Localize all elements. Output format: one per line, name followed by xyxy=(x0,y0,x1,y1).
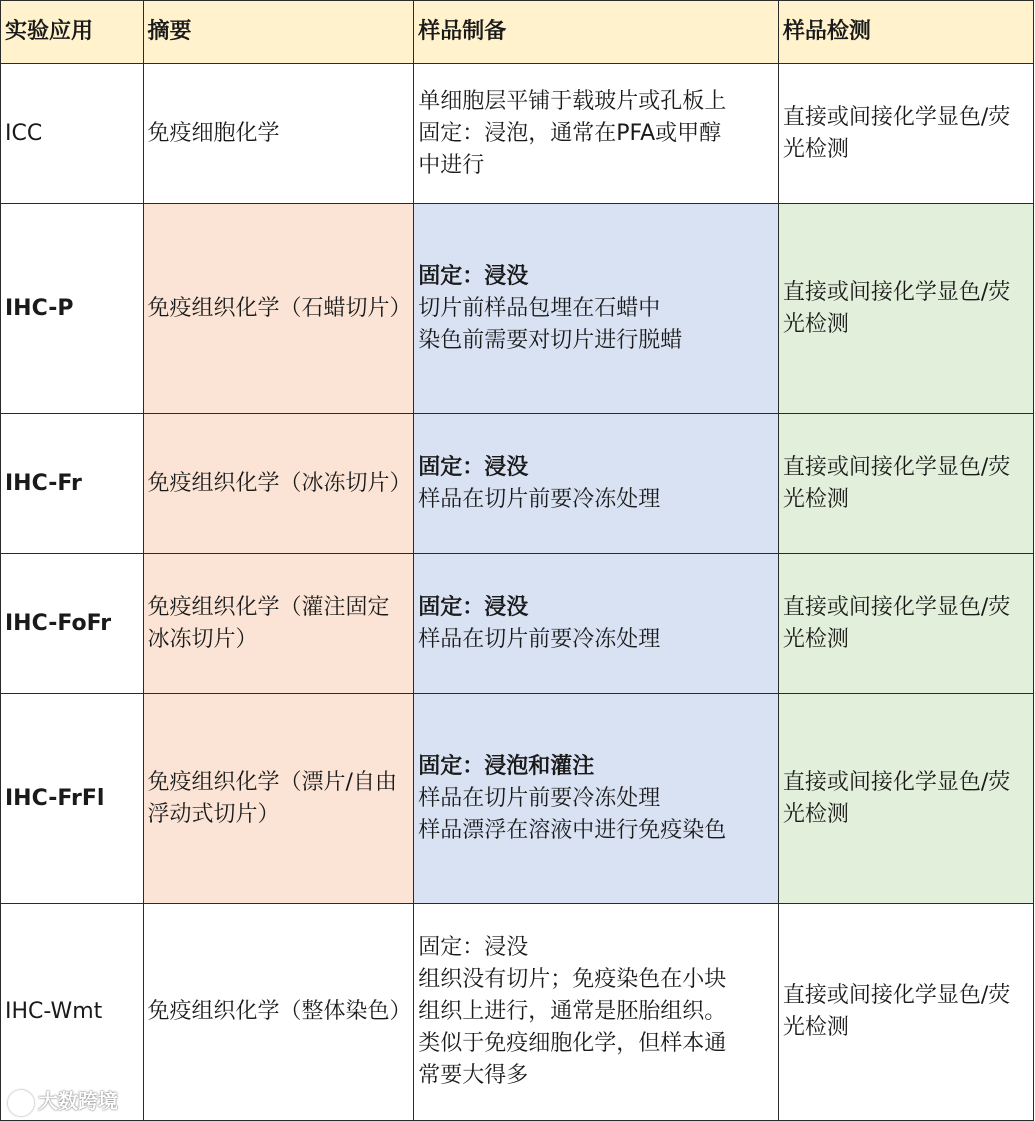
prep-fixation: 固定：浸没 xyxy=(418,594,529,620)
prep-line: 染色前需要对切片进行脱蜡 xyxy=(418,327,683,353)
cell-summary: 免疫组织化学（整体染色） xyxy=(143,904,414,1121)
cell-sample-prep xyxy=(414,414,779,554)
table-row xyxy=(1,204,1034,414)
cell-application: ICC xyxy=(1,64,144,204)
cell-sample-prep xyxy=(414,904,779,1121)
header-summary: 摘要 xyxy=(143,1,414,64)
cell-application: IHC-P xyxy=(1,204,144,414)
prep-line: 样品在切片前要冷冻处理 xyxy=(418,486,661,512)
cell-detection: 直接或间接化学显色/荧光检测 xyxy=(778,694,1033,904)
cell-sample-prep xyxy=(414,64,779,204)
prep-line: 切片前样品包埋在石蜡中 xyxy=(418,295,661,321)
prep-line: 组织没有切片；免疫染色在小块 xyxy=(418,967,727,992)
watermark xyxy=(8,1086,138,1116)
prep-line: 常要大得多 xyxy=(418,1063,529,1088)
header-application: 实验应用 xyxy=(1,1,144,64)
cell-detection: 直接或间接化学显色/荧光检测 xyxy=(778,414,1033,554)
cell-application: IHC-Fr xyxy=(1,414,144,554)
cell-application: IHC-FrFl xyxy=(1,694,144,904)
prep-line: 类似于免疫细胞化学，但样本通 xyxy=(418,1031,727,1056)
table-row xyxy=(1,904,1034,1121)
prep-fixation: 固定：浸泡和灌注 xyxy=(418,753,595,779)
prep-line: 样品漂浮在溶液中进行免疫染色 xyxy=(418,817,727,843)
header-sample-prep: 样品制备 xyxy=(414,1,779,64)
cell-detection: 直接或间接化学显色/荧光检测 xyxy=(778,204,1033,414)
watermark-text: 大数跨境 xyxy=(38,1089,118,1113)
cell-application: IHC-FoFr xyxy=(1,554,144,694)
cell-detection: 直接或间接化学显色/荧光检测 xyxy=(778,904,1033,1121)
prep-line: 样品在切片前要冷冻处理 xyxy=(418,785,661,811)
table-row xyxy=(1,414,1034,554)
cell-summary: 免疫组织化学（漂片/自由浮动式切片） xyxy=(143,694,414,904)
prep-line: 固定：浸泡，通常在PFA或甲醇 xyxy=(418,120,722,146)
prep-line: 中进行 xyxy=(418,152,485,178)
cell-sample-prep xyxy=(414,554,779,694)
cell-summary: 免疫细胞化学 xyxy=(143,64,414,204)
cell-sample-prep xyxy=(414,694,779,904)
table-row xyxy=(1,64,1034,204)
watermark-logo-icon xyxy=(8,1090,34,1116)
header-row xyxy=(1,1,1034,64)
table-row xyxy=(1,694,1034,904)
cell-summary: 免疫组织化学（石蜡切片） xyxy=(143,204,414,414)
header-sample-detection: 样品检测 xyxy=(778,1,1033,64)
cell-summary: 免疫组织化学（灌注固定冰冻切片） xyxy=(143,554,414,694)
cell-detection: 直接或间接化学显色/荧光检测 xyxy=(778,64,1033,204)
cell-sample-prep xyxy=(414,204,779,414)
cell-summary: 免疫组织化学（冰冻切片） xyxy=(143,414,414,554)
prep-fixation: 固定：浸没 xyxy=(418,454,529,480)
prep-line: 固定：浸没 xyxy=(418,935,529,960)
table-row xyxy=(1,554,1034,694)
prep-fixation: 固定：浸没 xyxy=(418,263,529,289)
prep-line: 组织上进行，通常是胚胎组织。 xyxy=(418,999,727,1024)
cell-detection: 直接或间接化学显色/荧光检测 xyxy=(778,554,1033,694)
prep-line: 单细胞层平铺于载玻片或孔板上 xyxy=(418,88,727,114)
cell-application: IHC-Wmt xyxy=(1,904,144,1121)
prep-line: 样品在切片前要冷冻处理 xyxy=(418,626,661,652)
